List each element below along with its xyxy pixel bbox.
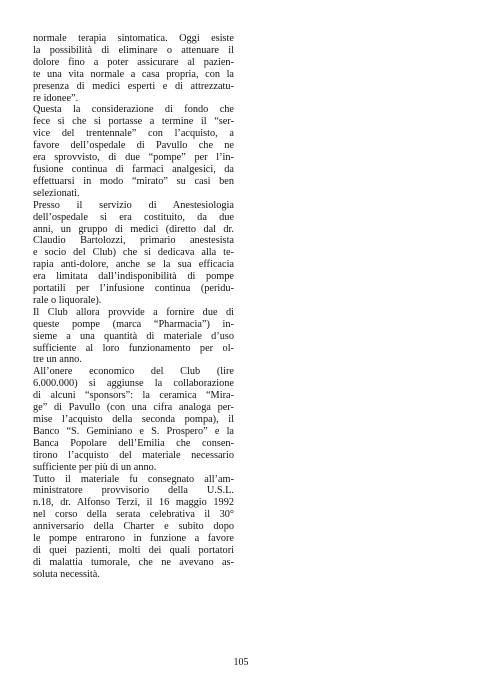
text-line: Banca Popolare dell’Emilia che consen- bbox=[33, 437, 234, 449]
text-line: ge” di Pavullo (con una cifra analoga per- bbox=[33, 402, 234, 414]
text-line: te una vita normale a casa propria, con la bbox=[33, 68, 234, 80]
text-line: fusione continua di farmaci analgesici, da bbox=[33, 163, 234, 175]
text-line: dell’ospedale si era costituito, da due bbox=[33, 211, 234, 223]
text-line: di quei pazienti, molti dei quali portatori bbox=[33, 544, 234, 556]
text-line: portatili per l’infusione continua (peridu- bbox=[33, 283, 234, 295]
text-line: Banco “S. Geminiano e S. Prospero” e la bbox=[33, 425, 234, 437]
text-line: era limitata dall’indisponibilità di pompe bbox=[33, 271, 234, 283]
text-line: selezionati. bbox=[33, 187, 80, 199]
text-line: sieme a una quantità di materiale d’uso bbox=[33, 330, 234, 342]
text-line: dolore fino a poter assicurare al pazien- bbox=[33, 56, 234, 68]
paragraph bbox=[33, 474, 234, 581]
text-line: tre un anno. bbox=[33, 354, 82, 366]
text-line: Presso il servizio di Anestesiologia bbox=[33, 199, 234, 211]
text-line: era sprovvisto, di due “pompe” per l’in- bbox=[33, 152, 234, 164]
text-line: di malattia tumorale, che ne avevano as- bbox=[33, 556, 234, 568]
paragraph bbox=[33, 33, 234, 104]
body-text-column bbox=[33, 33, 234, 581]
text-line: fece sì che si portasse a termine il “ser- bbox=[33, 116, 234, 128]
text-line: Tutto il materiale fu consegnato all’am- bbox=[33, 473, 234, 485]
text-line: vice del trentennale” con l’acquisto, a bbox=[33, 128, 234, 140]
paragraph bbox=[33, 200, 234, 307]
text-line: ministratore provvisorio della U.S.L. bbox=[33, 485, 234, 497]
text-line: mise l’acquisto della seconda pompa), il bbox=[33, 414, 234, 425]
text-line: re idonee”. bbox=[33, 92, 79, 104]
text-line: rapia anti-dolore, anche se la sua efficacia bbox=[33, 259, 234, 271]
text-line: anniversario della Charter e subito dopo bbox=[33, 521, 234, 533]
text-line: tirono l’acquisto del materiale necessario bbox=[33, 449, 234, 461]
paragraph bbox=[33, 104, 234, 199]
text-line: queste pompe (marca “Pharmacia”) in- bbox=[33, 318, 234, 330]
text-line: di alcuni “sponsors”: la ceramica “Mira- bbox=[33, 390, 234, 402]
paragraph bbox=[33, 307, 234, 367]
text-line: Questa la considerazione di fondo che bbox=[33, 104, 234, 116]
text-line: le pompe entrarono in funzione a favore bbox=[33, 533, 234, 545]
text-line: effettuarsi in modo “mirato” su casi ben bbox=[33, 175, 234, 187]
text-line: Il Club allora provvide a fornire due di bbox=[33, 306, 234, 318]
text-line: soluta necessità. bbox=[33, 568, 100, 580]
text-line: All’onere economico del Club (lire bbox=[33, 366, 234, 378]
text-line: e socio del Club) che si dedicava alla te- bbox=[33, 247, 234, 259]
text-line: sufficiente per più di un anno. bbox=[33, 461, 157, 473]
text-line: anni, un gruppo di medici (diretto dal dr. bbox=[33, 223, 234, 235]
text-line: normale terapia sintomatica. Oggi esiste bbox=[33, 33, 234, 44]
paragraph bbox=[33, 366, 234, 473]
text-line: presenza di medici esperti e di attrezzatu- bbox=[33, 80, 234, 92]
text-line: nel corso della serata celebrativa il 30° bbox=[33, 509, 234, 521]
text-line: rale o liquorale). bbox=[33, 294, 102, 306]
page-number: 105 bbox=[233, 657, 249, 668]
text-line: sufficiente al loro funzionamento per ol- bbox=[33, 342, 234, 354]
text-line: favore dell’ospedale di Pavullo che ne bbox=[33, 140, 234, 152]
text-line: n.18, dr. Alfonso Terzi, il 16 maggio 1992 bbox=[33, 497, 234, 509]
text-line: Claudio Bartolozzi, primario anestesista bbox=[33, 235, 234, 247]
text-line: la possibilità di eliminare o attenuare il bbox=[33, 44, 234, 56]
text-line: 6.000.000) si aggiunse la collaborazione bbox=[33, 378, 234, 390]
